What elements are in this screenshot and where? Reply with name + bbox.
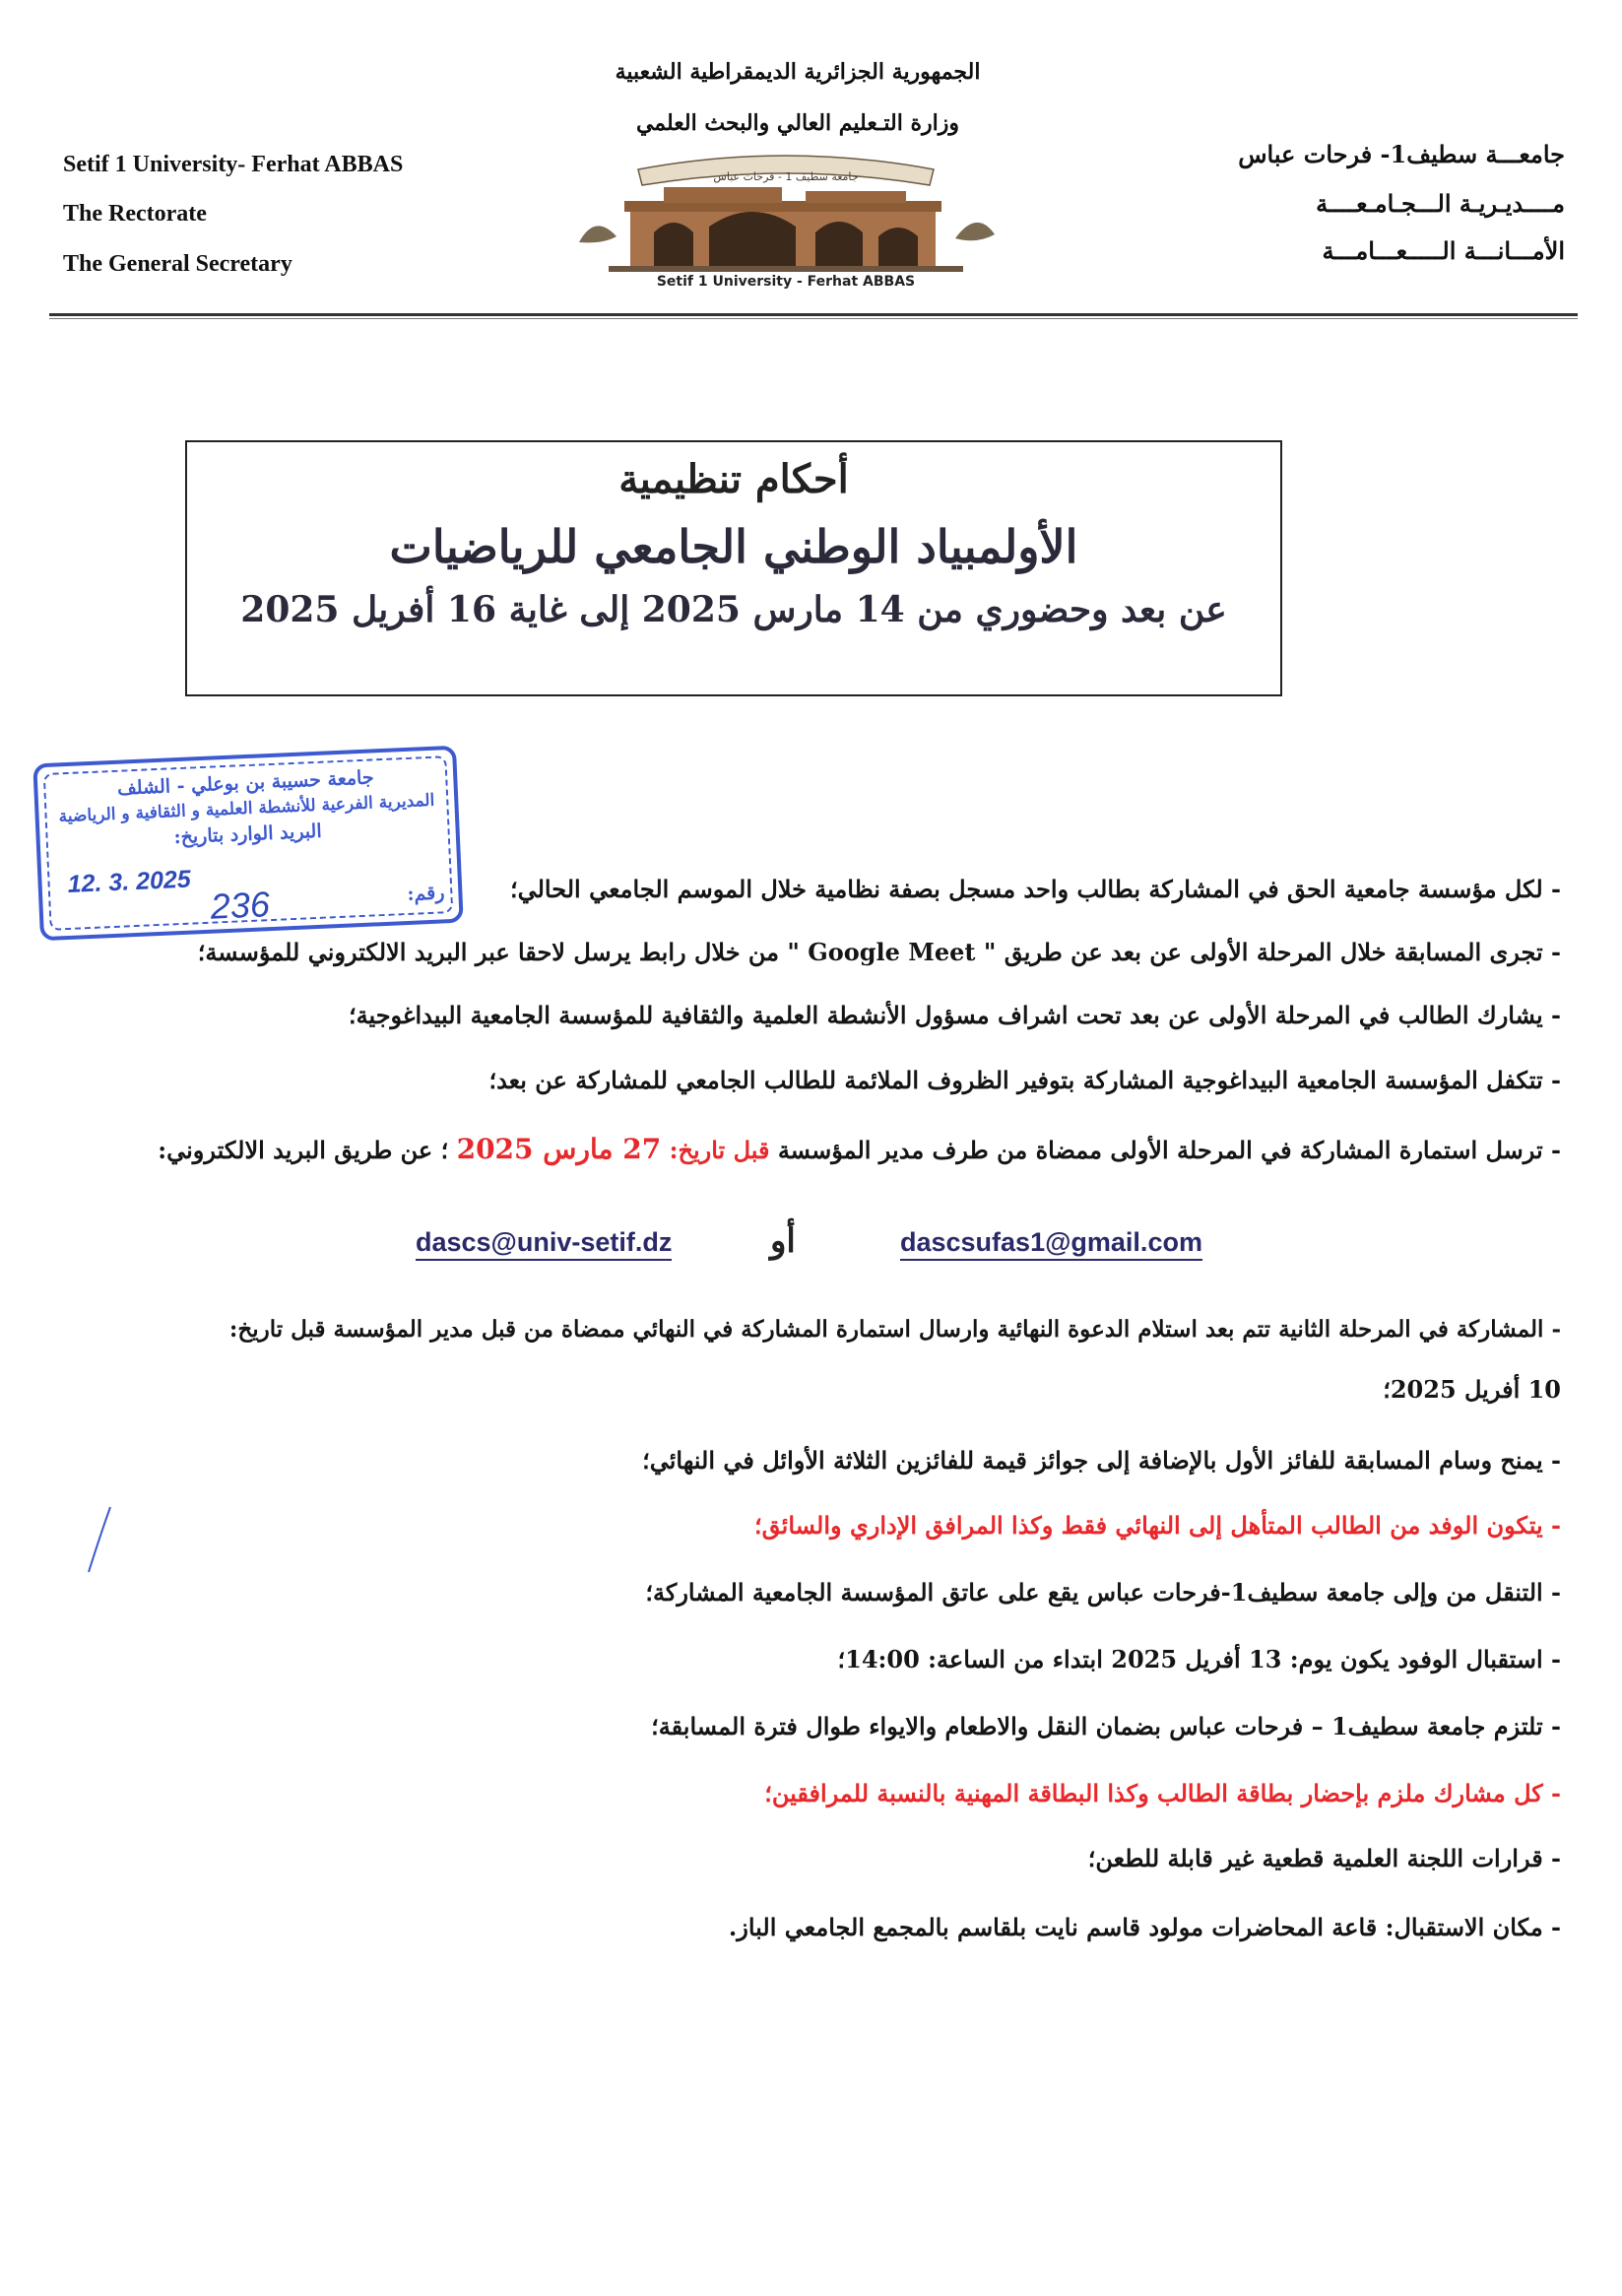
header-university-en: Setif 1 University- Ferhat ABBAS (63, 152, 404, 177)
list-item: - يمنح وسام المسابقة للفائز الأول بالإضافة إلى جوائز قيمة للفائزين الثلاثة الأوائل في النهائي؛ (642, 1446, 1561, 1475)
or-separator: أو (770, 1221, 796, 1261)
stamp-university: جامعة حسيبة بن بوعلي - الشلف (116, 766, 375, 800)
deadline-item (158, 1133, 1561, 1165)
header-ministry: وزارة التـعليم العالي والبحث العلمي (635, 110, 960, 136)
header-secretary-en: The General Secretary (63, 251, 292, 277)
deadline-email-intro: ؛ عن طريق البريد الالكتروني: (158, 1136, 449, 1164)
title-olympiad: الأولمبياد الوطني الجامعي للرياضيات (389, 520, 1078, 573)
list-item-final-stage: - المشاركة في المرحلة الثانية تتم بعد استلام الدعوة النهائية وارسال استمارة المشاركة في النهائي ممضاة من قبل مدير المؤسسة قبل تاريخ: (228, 1316, 1561, 1343)
header-secretary-ar: الأمـــانـــة الـــــعـــامـــة (1322, 236, 1565, 265)
list-item-highlighted: - كل مشارك ملزم بإحضار بطاقة الطالب وكذا البطاقة المهنية بالنسبة للمرافقين؛ (764, 1779, 1561, 1807)
stamp-number-label: رقم: (407, 882, 445, 905)
header-rectorate-ar: مــــديـريـة الـــجـامـعــــة (1316, 189, 1565, 218)
list-item: - قرارات اللجنة العلمية قطعية غير قابلة للطعن؛ (1087, 1844, 1561, 1872)
header-divider-thin (49, 318, 1578, 319)
list-item: - تلتزم جامعة سطيف1 – فرحات عباس بضمان النقل والاطعام والايواء طوال فترة المسابقة؛ (651, 1712, 1561, 1740)
list-item: - يشارك الطالب في المرحلة الأولى عن بعد تحت اشراف مسؤول الأنشطة العلمية والثقافية للمؤسسة الجامعية البيداغوجية؛ (348, 1001, 1561, 1029)
list-item: - التنقل من وإلى جامعة سطيف1-فرحات عباس يقع على عاتق المؤسسة الجامعية المشاركة؛ (645, 1578, 1561, 1607)
deadline-label: قبل تاريخ: (669, 1136, 770, 1164)
list-item: - لكل مؤسسة جامعية الحق في المشاركة بطالب واحد مسجل بصفة نظامية خلال الموسم الجامعي الحالي؛ (509, 875, 1561, 903)
title-dates: عن بعد وحضوري من 14 مارس 2025 إلى غاية 16 أفريل 2025 (240, 589, 1227, 630)
list-item: - تجرى المسابقة خلال المرحلة الأولى عن بعد عن طريق " Google Meet " من خلال رابط يرسل لاحقا عبر البريد الالكتروني للمؤسسة؛ (197, 938, 1561, 966)
email-link-gmail[interactable] (900, 1227, 1202, 1258)
list-item-highlighted: - يتكون الوفد من الطالب المتأهل إلى النهائي فقط وكذا المرافق الإداري والسائق؛ (754, 1511, 1561, 1540)
header-republic: الجمهورية الجزائرية الديمقراطية الشعبية (615, 59, 981, 85)
stamp-number: 236 (209, 884, 271, 927)
deadline-date: 27 مارس 2025 (456, 1133, 662, 1165)
logo-caption: Setif 1 University - Ferhat ABBAS (656, 274, 916, 290)
stamp-date: 2025 .3 .12 (67, 865, 192, 899)
final-stage-date: 10 أفريل 2025؛ (1383, 1375, 1561, 1404)
pen-mark (85, 1505, 114, 1576)
deadline-text: - ترسل استمارة المشاركة في المرحلة الأولى ممضاة من طرف مدير المؤسسة (777, 1136, 1561, 1164)
list-item: - استقبال الوفود يكون يوم: 13 أفريل 2025 ابتداء من الساعة: 14:00؛ (837, 1645, 1561, 1673)
stamp-directorate: المديرية الفرعية للأنشطة العلمية و الثقافية و الرياضية (58, 790, 435, 827)
email-link-setif[interactable] (416, 1227, 672, 1258)
stamp-received-label: البريد الوارد بتاريخ: (173, 820, 323, 849)
title-regulations: أحكام تنظيمية (618, 456, 849, 502)
logo-ribbon-text: جامعة سطيف 1 - فرحات عباس (713, 170, 859, 183)
university-logo (569, 148, 1003, 291)
title-box (185, 440, 1282, 696)
list-item: - مكان الاستقبال: قاعة المحاضرات مولود قاسم نايت بلقاسم بالمجمع الجامعي الباز. (728, 1913, 1561, 1941)
email-address[interactable]: dascs@univ-setif.dz (416, 1227, 672, 1261)
header-divider (49, 313, 1578, 316)
incoming-mail-stamp (32, 746, 463, 942)
list-item: - تتكفل المؤسسة الجامعية البيداغوجية المشاركة بتوفير الظروف الملائمة للطالب الجامعي للمشاركة عن بعد؛ (488, 1066, 1561, 1094)
header-rectorate-en: The Rectorate (63, 201, 207, 227)
header-university-ar: جامعـــة سطيف1- فرحات عباس (1238, 140, 1565, 168)
email-address[interactable]: dascsufas1@gmail.com (900, 1227, 1202, 1261)
